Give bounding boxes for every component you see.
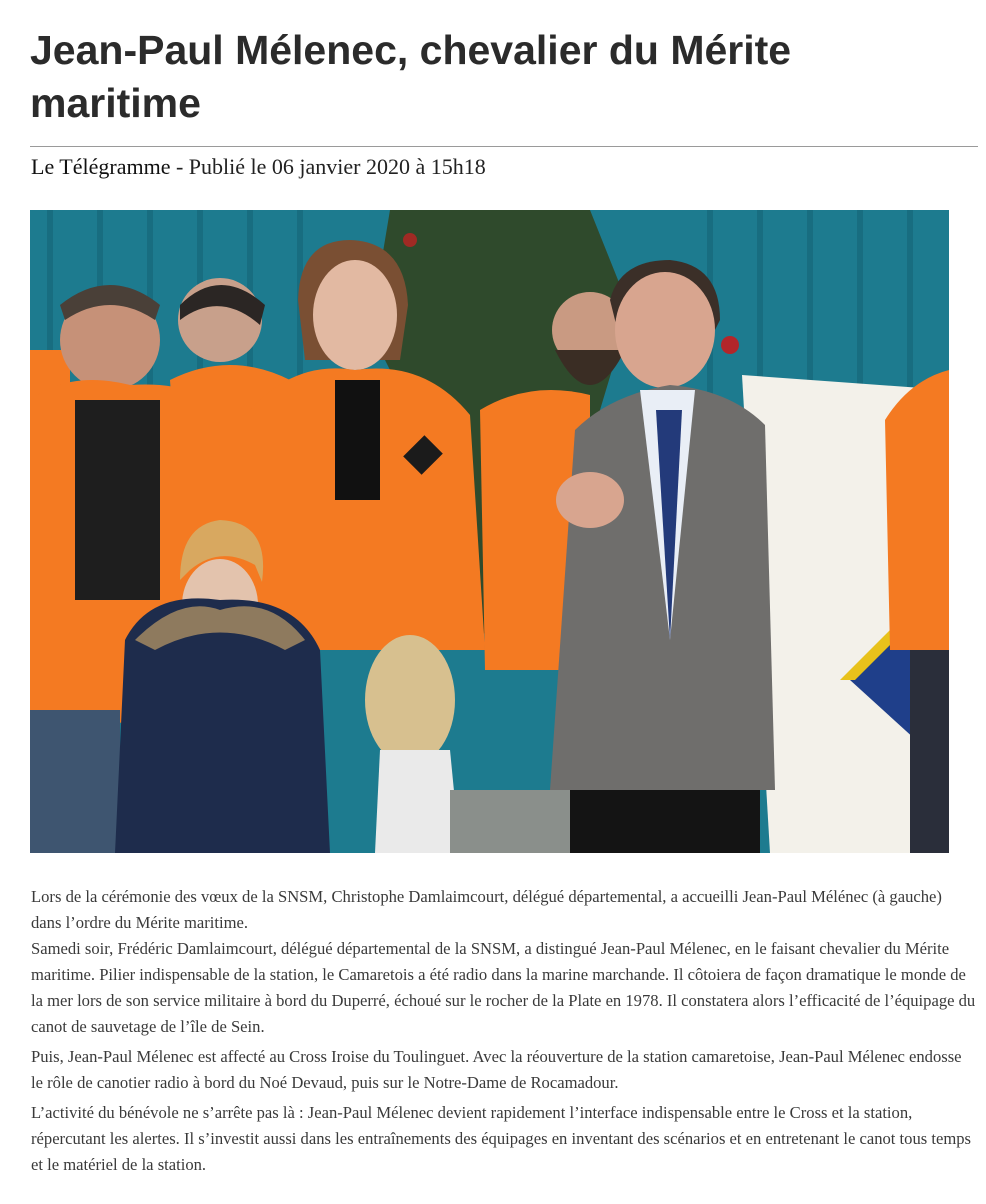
source-name: Le Télégramme — [31, 154, 171, 179]
title-divider — [30, 146, 978, 147]
article-title: Jean-Paul Mélenec, chevalier du Mérite maritime — [30, 27, 792, 126]
article-paragraph: Puis, Jean-Paul Mélenec est affecté au Cross Iroise du Toulinguet. Avec la réouverture de la station camaretoise, Jean-Paul Mélenec endosse le rôle de canotier radio à bord du Noé Devaud, puis sur le Notre-Dame de Rocamadour. — [31, 1047, 962, 1092]
publish-date: - Publié le 06 janvier 2020 à 15h18 — [170, 154, 486, 179]
photo-caption: Lors de la cérémonie des vœux de la SNSM, Christophe Damlaimcourt, délégué départemental, a accueilli Jean-Paul Mélénec (à gauche) dans l’ordre du Mérite maritime. — [31, 887, 942, 932]
article-paragraph: Samedi soir, Frédéric Damlaimcourt, délégué départemental de la SNSM, a distingué Jean-Paul Mélenec, en le faisant chevalier du Mérite maritime. Pilier indispensable de la station, le Camaretois a été radio dans la marine marchande. Il côtoiera de façon dramatique le monde de la mer lors de son service militaire à bord du Duperré, échoué sur le rocher de la Plate en 1978. Il constatera alors l’efficacité de l’équipage du canot de sauvetage de l’île de Sein. — [31, 939, 976, 1036]
byline — [31, 152, 486, 182]
article-photo — [30, 210, 949, 853]
article-body — [31, 884, 976, 1182]
article-paragraph: L’activité du bénévole ne s’arrête pas là : Jean-Paul Mélenec devient rapidement l’interface indispensable entre le Cross et la station, répercutant les alertes. Il s’investit aussi dans les entraînements des équipages en inventant des scénarios et en entretenant le canot tous temps et le matériel de la station. — [31, 1103, 972, 1174]
